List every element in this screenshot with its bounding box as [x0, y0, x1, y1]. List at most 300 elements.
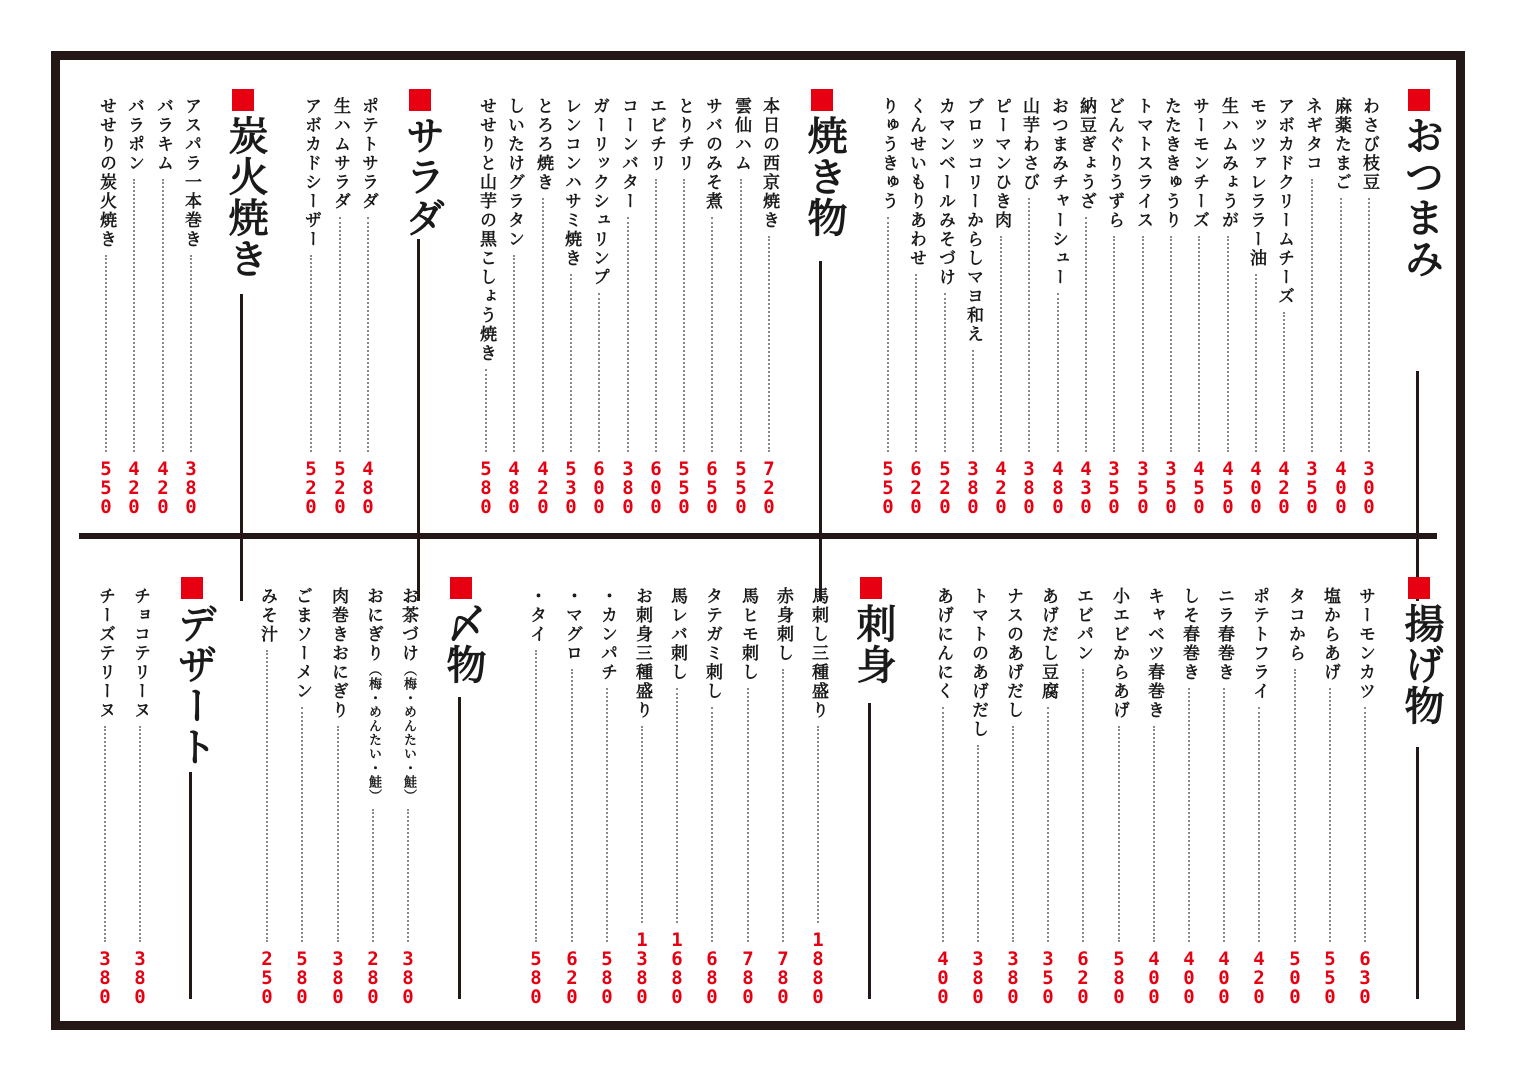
price-digit: 4 [1052, 458, 1064, 480]
price-digit: 0 [1052, 496, 1064, 518]
menu-item-price [972, 950, 983, 1007]
dot-leader [768, 236, 770, 452]
menu-item-price [508, 460, 519, 517]
price-digit: 3 [185, 458, 197, 480]
dot-leader [190, 255, 192, 452]
dot-leader [513, 255, 515, 452]
price-digit: 3 [1137, 458, 1149, 480]
menu-item [1131, 97, 1155, 517]
price-digit: 0 [1077, 986, 1089, 1008]
price-digit: 0 [882, 496, 894, 518]
item-name-text: バラキム [153, 97, 173, 173]
price-digit: 0 [735, 496, 747, 518]
menu-item [128, 587, 152, 1007]
price-digit: 3 [134, 948, 146, 970]
menu-item [1353, 587, 1377, 1007]
menu-item [630, 587, 654, 1007]
menu-item-price [1335, 460, 1346, 517]
menu-item-price [1165, 460, 1176, 517]
menu-item-name [806, 587, 830, 720]
item-name-text: バラポン [124, 97, 144, 173]
price-digit: 0 [1289, 986, 1301, 1008]
price-digit: 5 [1042, 967, 1054, 989]
price-digit: 0 [508, 496, 520, 518]
price-digit: 0 [99, 986, 111, 1008]
section-rule [1416, 747, 1419, 999]
price-digit: 8 [99, 967, 111, 989]
price-digit: 3 [972, 948, 984, 970]
item-name-text: 生ハムみょうが [1218, 97, 1238, 230]
item-name-text: 馬ヒモ刺し [738, 587, 758, 682]
menu-item [904, 97, 928, 517]
menu-item-price [537, 460, 548, 517]
menu-item-name [1177, 587, 1201, 682]
price-digit: 0 [530, 986, 542, 1008]
price-digit: 0 [1335, 477, 1347, 499]
price-digit: 0 [967, 496, 979, 518]
item-name-text: コーンバター [618, 97, 638, 211]
dot-leader [485, 369, 487, 452]
menu-item-price [937, 950, 948, 1007]
price-digit: 3 [636, 948, 648, 970]
menu-item [93, 587, 117, 1007]
price-digit: 0 [1289, 967, 1301, 989]
item-name-text: エビパン [1073, 587, 1093, 663]
menu-item-name [1357, 97, 1381, 192]
menu-item [1357, 97, 1381, 517]
menu-item [290, 587, 314, 1007]
menu-item [933, 97, 957, 517]
item-name-text: エビチリ [646, 97, 666, 173]
dot-leader [1364, 707, 1366, 942]
item-name-text: 麻薬たまご [1331, 97, 1351, 192]
item-name-text: ごまソーメン [292, 587, 312, 701]
dot-leader [1085, 217, 1087, 452]
red-square-icon [181, 577, 203, 599]
dot-leader [372, 809, 374, 942]
price-digit: 5 [882, 477, 894, 499]
price-digit: 6 [910, 458, 922, 480]
price-digit: 0 [1042, 986, 1054, 1008]
price-digit: 0 [706, 496, 718, 518]
price-digit: 3 [967, 458, 979, 480]
item-name-text: せせりと山芋の黒こしょう焼き [476, 97, 496, 363]
price-digit: 5 [939, 458, 951, 480]
item-name-text: ・カンパチ [597, 587, 617, 682]
price-digit: 3 [99, 948, 111, 970]
menu-item [757, 97, 781, 517]
section-rule [417, 239, 420, 601]
price-digit: 8 [967, 477, 979, 499]
dot-leader [139, 726, 141, 942]
price-digit: 0 [671, 986, 683, 1008]
item-name-text: ニラ春巻き [1214, 587, 1234, 682]
menu-item-price [332, 950, 343, 1007]
item-name-text: 塩からあげ [1320, 587, 1340, 682]
price-digit: 0 [636, 986, 648, 1008]
price-digit: 8 [185, 477, 197, 499]
menu-item [502, 97, 526, 517]
price-digit: 0 [678, 496, 690, 518]
section-title: デザート [171, 603, 218, 767]
dot-leader [1329, 688, 1331, 942]
item-name-text: あげだし豆腐 [1038, 587, 1058, 701]
menu-item-price [334, 460, 345, 517]
section-title: おつまみ [1398, 115, 1445, 279]
price-digit: 8 [636, 967, 648, 989]
item-name-text: りゅうきゅう [878, 97, 898, 211]
item-name-text: あげにんにく [933, 587, 953, 701]
price-digit: 5 [305, 458, 317, 480]
item-name-text: キャベツ春巻き [1144, 587, 1164, 720]
menu-item-name [672, 97, 696, 173]
item-name-text: おにぎり [363, 587, 383, 663]
menu-item-price [622, 460, 633, 517]
menu-item-name [1159, 97, 1183, 230]
menu-item-price [910, 460, 921, 517]
menu-item-name [1017, 97, 1041, 192]
menu-item-name [356, 97, 380, 211]
item-note: （梅・めんたい・鮭） [366, 663, 381, 803]
dot-leader [1368, 198, 1370, 452]
menu-item-name [1131, 97, 1155, 230]
menu-item-price [1148, 950, 1159, 1007]
item-name-text: せせりの炭火焼き [96, 97, 116, 249]
dot-leader [1198, 236, 1200, 452]
dot-leader [266, 650, 268, 942]
price-digit: 0 [939, 496, 951, 518]
price-digit: 0 [742, 986, 754, 1008]
price-digit: 0 [1080, 496, 1092, 518]
menu-item-price [735, 460, 746, 517]
price-digit: 6 [566, 948, 578, 970]
menu-item [122, 97, 146, 517]
price-digit: 8 [671, 967, 683, 989]
price-digit: 4 [1148, 948, 1160, 970]
price-digit: 0 [812, 986, 824, 1008]
item-name-text: タコから [1285, 587, 1305, 663]
price-digit: 8 [362, 477, 374, 499]
menu-item-name [989, 97, 1013, 230]
item-name-text: お茶づけ [398, 587, 418, 663]
section-title: 揚げ物 [1398, 603, 1445, 726]
menu-item-name [361, 587, 385, 803]
item-name-text: 肉巻きおにぎり [328, 587, 348, 720]
price-digit: 2 [157, 477, 169, 499]
menu-item-name [560, 587, 584, 663]
price-digit: 0 [1324, 986, 1336, 1008]
price-digit: 6 [1359, 948, 1371, 970]
price-digit: 2 [939, 477, 951, 499]
item-name-text: ガーリックシュリンプ [589, 97, 609, 287]
section-rule [868, 703, 871, 999]
price-digit: 0 [185, 496, 197, 518]
price-digit: 6 [706, 458, 718, 480]
price-digit: 5 [1222, 477, 1234, 499]
price-digit: 4 [508, 458, 520, 480]
item-name-text: モッツァレララー油 [1246, 97, 1266, 268]
price-digit: 5 [1324, 948, 1336, 970]
menu-item [587, 97, 611, 517]
menu-item [966, 587, 990, 1007]
item-name-text: わさび枝豆 [1359, 97, 1379, 192]
menu-item-name [1142, 587, 1166, 720]
price-digit: 5 [565, 458, 577, 480]
section-divider [79, 533, 1437, 539]
menu-item-name [179, 97, 203, 249]
menu-item-price [1218, 950, 1229, 1007]
price-digit: 0 [910, 496, 922, 518]
section-rule [240, 294, 243, 601]
dot-leader [339, 217, 341, 452]
dot-leader [1188, 688, 1190, 942]
menu-item [179, 97, 203, 517]
price-digit: 4 [1183, 948, 1195, 970]
price-digit: 0 [1023, 496, 1035, 518]
item-name-text: トマトスライス [1133, 97, 1153, 230]
menu-item-price [1080, 460, 1091, 517]
menu-item-price [742, 950, 753, 1007]
menu-item-price [530, 950, 541, 1007]
price-digit: 7 [777, 948, 789, 970]
price-digit: 0 [1359, 986, 1371, 1008]
price-digit: 5 [1108, 477, 1120, 499]
price-digit: 8 [367, 967, 379, 989]
price-digit: 7 [742, 948, 754, 970]
price-digit: 0 [157, 496, 169, 518]
menu-item-price [402, 950, 413, 1007]
menu-item-name [736, 587, 760, 682]
dot-leader [367, 217, 369, 452]
menu-item [1177, 587, 1201, 1007]
menu-item-name [630, 587, 654, 720]
menu-item-name [931, 587, 955, 701]
menu-item [1142, 587, 1166, 1007]
menu-item [1216, 97, 1240, 517]
menu-item-name [396, 587, 420, 803]
dot-leader [942, 707, 944, 942]
menu-item [1318, 587, 1342, 1007]
menu-item-price [1253, 950, 1264, 1007]
menu-item-price [636, 931, 647, 1007]
price-digit: 6 [706, 948, 718, 970]
menu-item-price [650, 460, 661, 517]
menu-item [1247, 587, 1271, 1007]
section-rule [189, 772, 192, 999]
price-digit: 2 [1077, 967, 1089, 989]
section-rule [458, 697, 461, 999]
section-title: 焼き物 [801, 115, 848, 238]
item-name-text: おつまみチャーシュー [1048, 97, 1068, 287]
menu-item [672, 97, 696, 517]
menu-item-price [678, 460, 689, 517]
price-digit: 5 [334, 458, 346, 480]
price-digit: 8 [296, 967, 308, 989]
dot-leader [1113, 236, 1115, 452]
price-digit: 0 [650, 477, 662, 499]
price-digit: 2 [566, 967, 578, 989]
price-digit: 0 [100, 496, 112, 518]
dot-leader [310, 255, 312, 452]
red-square-icon [409, 89, 431, 111]
menu-item-price [1359, 950, 1370, 1007]
menu-item-name [93, 587, 117, 720]
item-name-text: ネギタコ [1302, 97, 1322, 173]
dot-leader [337, 726, 339, 942]
dot-leader [104, 726, 106, 942]
dot-leader [627, 217, 629, 452]
item-name-text: 馬レバ刺し [667, 587, 687, 682]
price-digit: 0 [1108, 496, 1120, 518]
dot-leader [1118, 726, 1120, 942]
price-digit: 2 [1278, 477, 1290, 499]
menu-item [616, 97, 640, 517]
item-name-text: カマンベールみそづけ [935, 97, 955, 287]
menu-item-price [995, 460, 1006, 517]
menu-item [700, 97, 724, 517]
item-name-text: サーモンチーズ [1189, 97, 1209, 230]
dot-leader [977, 745, 979, 942]
item-name-text: どんぐりうずら [1104, 97, 1124, 230]
section-title: 〆物 [440, 603, 487, 685]
price-digit: 0 [566, 986, 578, 1008]
price-digit: 7 [763, 458, 775, 480]
menu-item-name [644, 97, 668, 173]
red-square-icon [860, 577, 882, 599]
price-digit: 0 [305, 496, 317, 518]
dot-leader [133, 179, 135, 452]
dot-leader [817, 726, 819, 923]
menu-item [1187, 97, 1211, 517]
menu-item [255, 587, 279, 1007]
price-digit: 0 [1183, 967, 1195, 989]
item-name-text: レンコンハサミ焼き [561, 97, 581, 268]
price-digit: 8 [402, 967, 414, 989]
menu-item [644, 97, 668, 517]
menu-item [361, 587, 385, 1007]
price-digit: 2 [128, 477, 140, 499]
menu-item-price [763, 460, 774, 517]
red-square-icon [232, 89, 254, 111]
menu-item [1159, 97, 1183, 517]
dot-leader [887, 217, 889, 452]
price-digit: 4 [1080, 458, 1092, 480]
menu-item-name [665, 587, 689, 682]
menu-item [1300, 97, 1324, 517]
price-digit: 0 [296, 986, 308, 1008]
menu-item-price [1077, 950, 1088, 1007]
price-digit: 0 [972, 986, 984, 1008]
menu-item [700, 587, 724, 1007]
price-digit: 5 [1165, 477, 1177, 499]
price-digit: 5 [480, 458, 492, 480]
item-name-text: 山芋わさび [1019, 97, 1039, 192]
dot-leader [598, 293, 600, 452]
price-digit: 2 [1253, 967, 1265, 989]
menu-item-price [367, 950, 378, 1007]
price-digit: 0 [1193, 496, 1205, 518]
menu-item-name [94, 97, 118, 249]
menu-item [356, 97, 380, 517]
menu-item [1036, 587, 1060, 1007]
menu-item-name [1247, 587, 1271, 701]
price-digit: 5 [296, 948, 308, 970]
menu-item-price [1137, 460, 1148, 517]
dot-leader [655, 179, 657, 452]
price-digit: 3 [1007, 948, 1019, 970]
menu-item-name [700, 97, 724, 211]
price-digit: 5 [530, 948, 542, 970]
price-digit: 3 [565, 477, 577, 499]
price-digit: 4 [1253, 948, 1265, 970]
section-title: 炭火焼き [222, 115, 269, 279]
menu-item-name [328, 97, 352, 211]
menu-item-name [1046, 97, 1070, 287]
price-digit: 8 [530, 967, 542, 989]
menu-item [1329, 97, 1353, 517]
price-digit: 5 [601, 948, 613, 970]
price-digit: 0 [763, 496, 775, 518]
price-digit: 8 [812, 948, 824, 970]
price-digit: 8 [480, 477, 492, 499]
menu-item [1272, 97, 1296, 517]
price-digit: 0 [937, 967, 949, 989]
price-digit: 4 [1335, 458, 1347, 480]
menu-item-price [1193, 460, 1204, 517]
menu-item-price [157, 460, 168, 517]
red-square-icon [1408, 89, 1430, 111]
menu-item [396, 587, 420, 1007]
menu-item-price [100, 460, 111, 517]
menu-item-price [185, 460, 196, 517]
dot-leader [1142, 236, 1144, 452]
dot-leader [676, 688, 678, 923]
price-digit: 2 [763, 477, 775, 499]
menu-item-name [1187, 97, 1211, 230]
dot-leader [1223, 688, 1225, 942]
dot-leader [915, 274, 917, 452]
menu-item-name [290, 587, 314, 701]
menu-item-price [1363, 460, 1374, 517]
menu-item [1244, 97, 1268, 517]
price-digit: 2 [367, 948, 379, 970]
menu-item-name [771, 587, 795, 663]
menu-item-price [296, 950, 307, 1007]
price-digit: 3 [1363, 458, 1375, 480]
section-rule [819, 261, 822, 601]
menu-item [328, 97, 352, 517]
price-digit: 3 [622, 458, 634, 480]
dot-leader [1170, 236, 1172, 452]
dot-leader [570, 274, 572, 452]
menu-item-name [1353, 587, 1377, 701]
item-name-text: しそ春巻き [1179, 587, 1199, 682]
dot-leader [782, 669, 784, 942]
price-digit: 0 [1335, 496, 1347, 518]
dot-leader [972, 350, 974, 452]
price-digit: 2 [261, 948, 273, 970]
menu-item-price [1183, 950, 1194, 1007]
menu-item-name [966, 587, 990, 739]
item-name-text: みそ汁 [257, 587, 277, 644]
price-digit: 3 [1108, 458, 1120, 480]
price-digit: 5 [735, 458, 747, 480]
price-digit: 3 [1359, 967, 1371, 989]
menu-item [326, 587, 350, 1007]
menu-item-price [362, 460, 373, 517]
price-digit: 0 [1250, 477, 1262, 499]
section-rule [1416, 371, 1419, 601]
